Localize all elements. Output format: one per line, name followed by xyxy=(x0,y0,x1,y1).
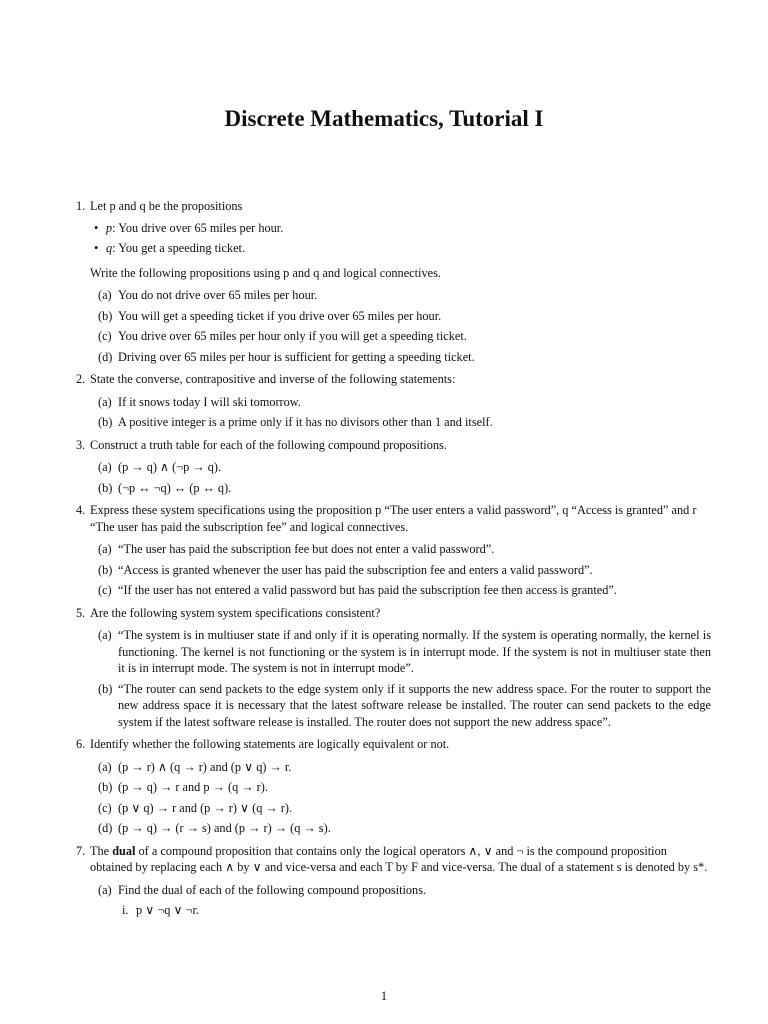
list-item xyxy=(90,240,711,257)
question-number: 5. xyxy=(76,605,86,620)
question-text: State the converse, contrapositive and inverse of the following statements: xyxy=(90,372,456,386)
list-item xyxy=(90,220,711,237)
question-number: 1. xyxy=(76,199,86,213)
item-label: (a) xyxy=(98,288,112,302)
list-item xyxy=(90,541,711,558)
question-7 xyxy=(76,843,711,919)
item-label: (b) xyxy=(98,681,113,696)
question-3 xyxy=(76,437,711,497)
question-2 xyxy=(76,371,711,431)
list-item xyxy=(90,349,711,366)
formula: p ∨ ¬q ∨ ¬r. xyxy=(136,903,199,917)
question-text xyxy=(90,843,711,876)
question-number: 4. xyxy=(76,503,86,517)
sub-question-list xyxy=(90,882,711,919)
sub-question-list xyxy=(90,541,711,599)
item-label: (a) xyxy=(98,542,112,556)
variable: p xyxy=(106,220,113,235)
item-text: If it snows today I will ski tomorrow. xyxy=(118,394,301,409)
list-item xyxy=(90,480,711,497)
item-label: (a) xyxy=(98,460,112,474)
formula: (p → r) ∧ (q → r) and (p ∨ q) → r. xyxy=(118,759,292,774)
list-item xyxy=(90,308,711,325)
list-item xyxy=(90,820,711,837)
item-label: (c) xyxy=(98,800,112,815)
question-number: 3. xyxy=(76,437,86,452)
bullet-icon: • xyxy=(94,241,99,255)
sub-sub-question-list xyxy=(118,902,711,919)
bullet-icon: • xyxy=(94,220,99,235)
sub-question-list xyxy=(90,627,711,730)
item-text: A positive integer is a prime only if it has no divisors other than 1 and itself. xyxy=(118,415,493,429)
item-text: Find the dual of each of the following compound propositions. xyxy=(118,882,427,897)
page-number: 1 xyxy=(380,989,388,1003)
item-text: “Access is granted whenever the user has paid the subscription fee and enters a valid password”. xyxy=(118,562,593,577)
item-label: (a) xyxy=(98,394,112,409)
sub-question-list xyxy=(90,459,711,496)
question-6 xyxy=(76,736,711,837)
proposition-text: : You get a speeding ticket. xyxy=(112,241,246,255)
item-label: (d) xyxy=(98,349,113,364)
text-fragment: The xyxy=(90,843,113,858)
formula: (p → q) → (r → s) and (p → r) → (q → s). xyxy=(118,821,331,835)
question-5 xyxy=(76,605,711,731)
list-item xyxy=(90,562,711,579)
question-text: Construct a truth table for each of the following compound propositions. xyxy=(90,437,447,452)
question-text: Let p and q be the propositions xyxy=(90,199,243,213)
item-label: (b) xyxy=(98,415,113,429)
item-label: (b) xyxy=(98,562,113,577)
item-label: (a) xyxy=(98,882,112,897)
item-text: “The system is in multiuser state if and only if it is operating normally. If the system is operating normally, the kernel is functioning. The kernel is not functioning or the system is in interrupt mode. If the system is not in multiuser state then it is in interrupt mode. The system is not in interrupt mode”. xyxy=(118,628,711,675)
list-item xyxy=(90,779,711,796)
list-item xyxy=(90,582,711,599)
item-label: (b) xyxy=(98,780,113,794)
item-label: (c) xyxy=(98,329,112,343)
item-text: You drive over 65 miles per hour only if you will get a speeding ticket. xyxy=(118,329,467,343)
formula: (¬p ↔ ¬q) ↔ (p ↔ q). xyxy=(118,480,232,495)
item-label: (a) xyxy=(98,759,112,774)
item-label: i. xyxy=(122,903,129,917)
sub-question-list xyxy=(90,287,711,365)
question-text: Express these system specifications using the proposition p “The user enters a valid password”, q “Access is granted” and r “The user has paid the subscription fee” and logical connectives. xyxy=(90,503,697,534)
formula: (p → q) → r and p → (q → r). xyxy=(118,780,268,794)
list-item xyxy=(118,902,711,919)
formula: (p ∨ q) → r and (p → r) ∨ (q → r). xyxy=(118,800,293,815)
item-label: (d) xyxy=(98,821,113,835)
proposition-text: : You drive over 65 miles per hour. xyxy=(112,220,284,235)
item-text: “The user has paid the subscription fee but does not enter a valid password”. xyxy=(118,542,495,556)
list-item xyxy=(90,882,711,919)
formula: (p → q) ∧ (¬p → q). xyxy=(118,460,222,474)
item-text: “If the user has not entered a valid password but has paid the subscription fee then access is granted”. xyxy=(118,583,617,597)
proposition-list xyxy=(90,220,711,257)
list-item xyxy=(90,800,711,817)
list-item xyxy=(90,287,711,304)
question-1 xyxy=(76,198,711,365)
question-number: 2. xyxy=(76,372,86,386)
item-label: (b) xyxy=(98,480,113,495)
tutorial-content xyxy=(76,198,711,923)
item-text: Driving over 65 miles per hour is sufficient for getting a speeding ticket. xyxy=(118,349,475,364)
list-item xyxy=(90,328,711,345)
dual-term: dual xyxy=(112,843,136,858)
list-item xyxy=(90,627,711,677)
instruction-text: Write the following propositions using p and q and logical connectives. xyxy=(90,265,441,280)
item-text: You will get a speeding ticket if you drive over 65 miles per hour. xyxy=(118,308,442,323)
sub-question-list xyxy=(90,759,711,837)
question-number: 6. xyxy=(76,737,86,751)
page-title: Discrete Mathematics, Tutorial I xyxy=(224,106,544,131)
list-item xyxy=(90,759,711,776)
list-item xyxy=(90,394,711,411)
item-label: (a) xyxy=(98,628,112,642)
item-label: (c) xyxy=(98,583,112,597)
variable: q xyxy=(106,241,113,255)
text-fragment: of a compound proposition that contains only the logical operators ∧, ∨ and ¬ is the compound proposition obtained by replacing each ∧ by ∨ and vice-versa and each T by F and vice-versa. The dual of a statement s is denoted by s*. xyxy=(90,843,708,874)
item-text: “The router can send packets to the edge system only if it supports the new address space. For the router to support the new address space it is necessary that the latest software release be installed. The router can send packets to the edge system if the latest software release is installed. The router does not support the new address space”. xyxy=(118,681,711,729)
sub-question-list xyxy=(90,394,711,431)
question-4 xyxy=(76,502,711,599)
list-item xyxy=(90,414,711,431)
item-text: You do not drive over 65 miles per hour. xyxy=(118,288,318,302)
question-number: 7. xyxy=(76,843,86,858)
list-item xyxy=(90,681,711,731)
item-label: (b) xyxy=(98,308,113,323)
question-text: Are the following system system specifications consistent? xyxy=(90,605,381,620)
question-text: Identify whether the following statements are logically equivalent or not. xyxy=(90,737,450,751)
list-item xyxy=(90,459,711,476)
